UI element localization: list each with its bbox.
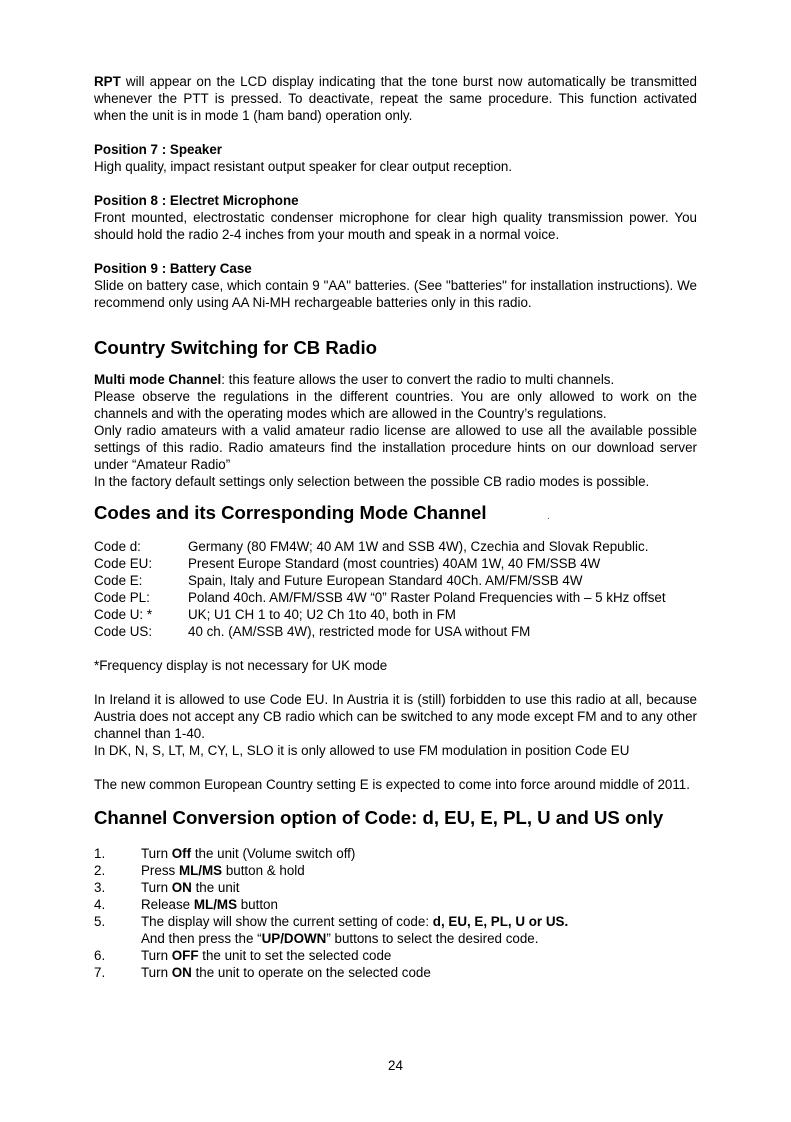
step-text: the unit [191, 880, 240, 895]
code-label: Code E: [94, 573, 143, 588]
position-9 [94, 260, 697, 311]
country-switching-heading: Country Switching for CB Radio [94, 337, 378, 358]
multi-mode-paragraph [94, 371, 697, 388]
step-number: 5. [94, 914, 106, 929]
code-row [94, 555, 697, 572]
position-7 [94, 141, 697, 175]
step-row [94, 913, 697, 930]
code-desc: Present Europe Standard (most countries) 40AM 1W, 40 FM/SSB 4W [188, 556, 601, 571]
codes-heading: Codes and its Corresponding Mode Channel [94, 502, 487, 523]
code-label: Code EU: [94, 556, 153, 571]
step-text: the unit to set the selected code [198, 948, 392, 963]
rpt-term: RPT [94, 74, 121, 89]
step-bold: d, EU, E, PL, U or US. [432, 914, 569, 929]
rpt-text: will appear on the LCD display indicating that the tone burst now automatically be transmitted whenever the PTT is pressed. To deactivate, repeat the same procedure. This function activated when the unit is in mode 1 (ham band) operation only. [94, 74, 697, 123]
step-row [94, 930, 697, 947]
conversion-steps [94, 845, 697, 981]
code-desc: Spain, Italy and Future European Standard 40Ch. AM/FM/SSB 4W [188, 573, 583, 588]
position-7-title: Position 7 : Speaker [94, 142, 222, 157]
step-row [94, 896, 697, 913]
dk-paragraph: In DK, N, S, LT, M, CY, L, SLO it is only allowed to use FM modulation in position Code EU [94, 743, 630, 758]
code-label: Code US: [94, 624, 153, 639]
step-bold: UP/DOWN [261, 931, 327, 946]
step-text: button & hold [222, 863, 305, 878]
step-row [94, 879, 697, 896]
conversion-heading: Channel Conversion option of Code: d, EU, E, PL, U and US only [94, 807, 664, 828]
rpt-paragraph [94, 73, 697, 124]
uk-footnote: *Frequency display is not necessary for UK mode [94, 658, 388, 673]
code-row [94, 572, 697, 589]
step-text: The display will show the current setting of code: [141, 914, 433, 929]
step-number: 4. [94, 897, 106, 912]
amateurs-paragraph: Only radio amateurs with a valid amateur radio license are allowed to use all the available possible settings of this radio. Radio amateurs find the installation procedure hints on our download server under “Amateur Radio” [94, 423, 697, 472]
page-number: 24 [388, 1058, 403, 1073]
code-desc: Germany (80 FM4W; 40 AM 1W and SSB 4W), Czechia and Slovak Republic. [188, 539, 649, 554]
step-bold: ON [171, 965, 192, 980]
codes-list [94, 538, 697, 640]
code-row [94, 606, 697, 623]
step-text: Turn [141, 846, 172, 861]
position-8-text: Front mounted, electrostatic condenser microphone for clear high quality transmission power. You should hold the radio 2-4 inches from your mouth and speak in a normal voice. [94, 210, 697, 242]
step-bold: OFF [171, 948, 199, 963]
position-9-title: Position 9 : Battery Case [94, 261, 252, 276]
new-common-paragraph: The new common European Country setting E is expected to come into force around middle of 2011. [94, 777, 690, 792]
step-text: And then press the “ [141, 931, 262, 946]
stray-dot: . [547, 511, 550, 522]
step-number: 6. [94, 948, 106, 963]
step-bold: ML/MS [178, 863, 223, 878]
document-page [94, 73, 697, 981]
step-text: ” buttons to select the desired code. [326, 931, 539, 946]
step-number: 1. [94, 846, 106, 861]
step-number [94, 930, 141, 947]
code-desc: 40 ch. (AM/SSB 4W), restricted mode for USA without FM [188, 624, 531, 639]
step-text: the unit to operate on the selected code [191, 965, 431, 980]
code-desc: Poland 40ch. AM/FM/SSB 4W “0” Raster Poland Frequencies with – 5 kHz offset [188, 590, 666, 605]
step-text: button [237, 897, 278, 912]
step-text: the unit (Volume switch off) [191, 846, 356, 861]
step-text: Press [141, 863, 179, 878]
position-8 [94, 192, 697, 243]
step-text: Turn [141, 965, 172, 980]
step-text: Turn [141, 948, 172, 963]
step-number: 7. [94, 965, 106, 980]
multi-mode-term: Multi mode Channel [94, 372, 222, 387]
factory-default-paragraph: In the factory default settings only selection between the possible CB radio modes is possible. [94, 474, 650, 489]
regulations-paragraph: Please observe the regulations in the different countries. You are only allowed to work on the channels and with the operating modes which are allowed in the Country’s regulations. [94, 389, 697, 421]
position-9-text: Slide on battery case, which contain 9 "AA" batteries. (See "batteries" for installation instructions). We recommend only using AA Ni-MH rechargeable batteries only in this radio. [94, 278, 697, 310]
step-row [94, 964, 697, 981]
step-bold: Off [171, 846, 192, 861]
step-text: Release [141, 897, 194, 912]
step-row [94, 947, 697, 964]
step-number: 3. [94, 880, 106, 895]
code-row [94, 538, 697, 555]
code-row [94, 623, 697, 640]
step-row [94, 845, 697, 862]
step-bold: ML/MS [193, 897, 237, 912]
code-label: Code PL: [94, 590, 150, 605]
step-bold: ON [171, 880, 192, 895]
position-7-text: High quality, impact resistant output speaker for clear output reception. [94, 159, 513, 174]
position-8-title: Position 8 : Electret Microphone [94, 193, 299, 208]
code-label: Code d: [94, 539, 141, 554]
code-row [94, 589, 697, 606]
step-number: 2. [94, 863, 106, 878]
code-label: Code U: * [94, 607, 153, 622]
multi-mode-text: : this feature allows the user to convert the radio to multi channels. [221, 372, 615, 387]
code-desc: UK; U1 CH 1 to 40; U2 Ch 1to 40, both in FM [188, 607, 456, 622]
step-row [94, 862, 697, 879]
step-text: Turn [141, 880, 172, 895]
ireland-paragraph: In Ireland it is allowed to use Code EU. In Austria it is (still) forbidden to use this radio at all, because Austria does not accept any CB radio which can be switched to any mode except FM and to any other channel than 1-40. [94, 692, 697, 741]
